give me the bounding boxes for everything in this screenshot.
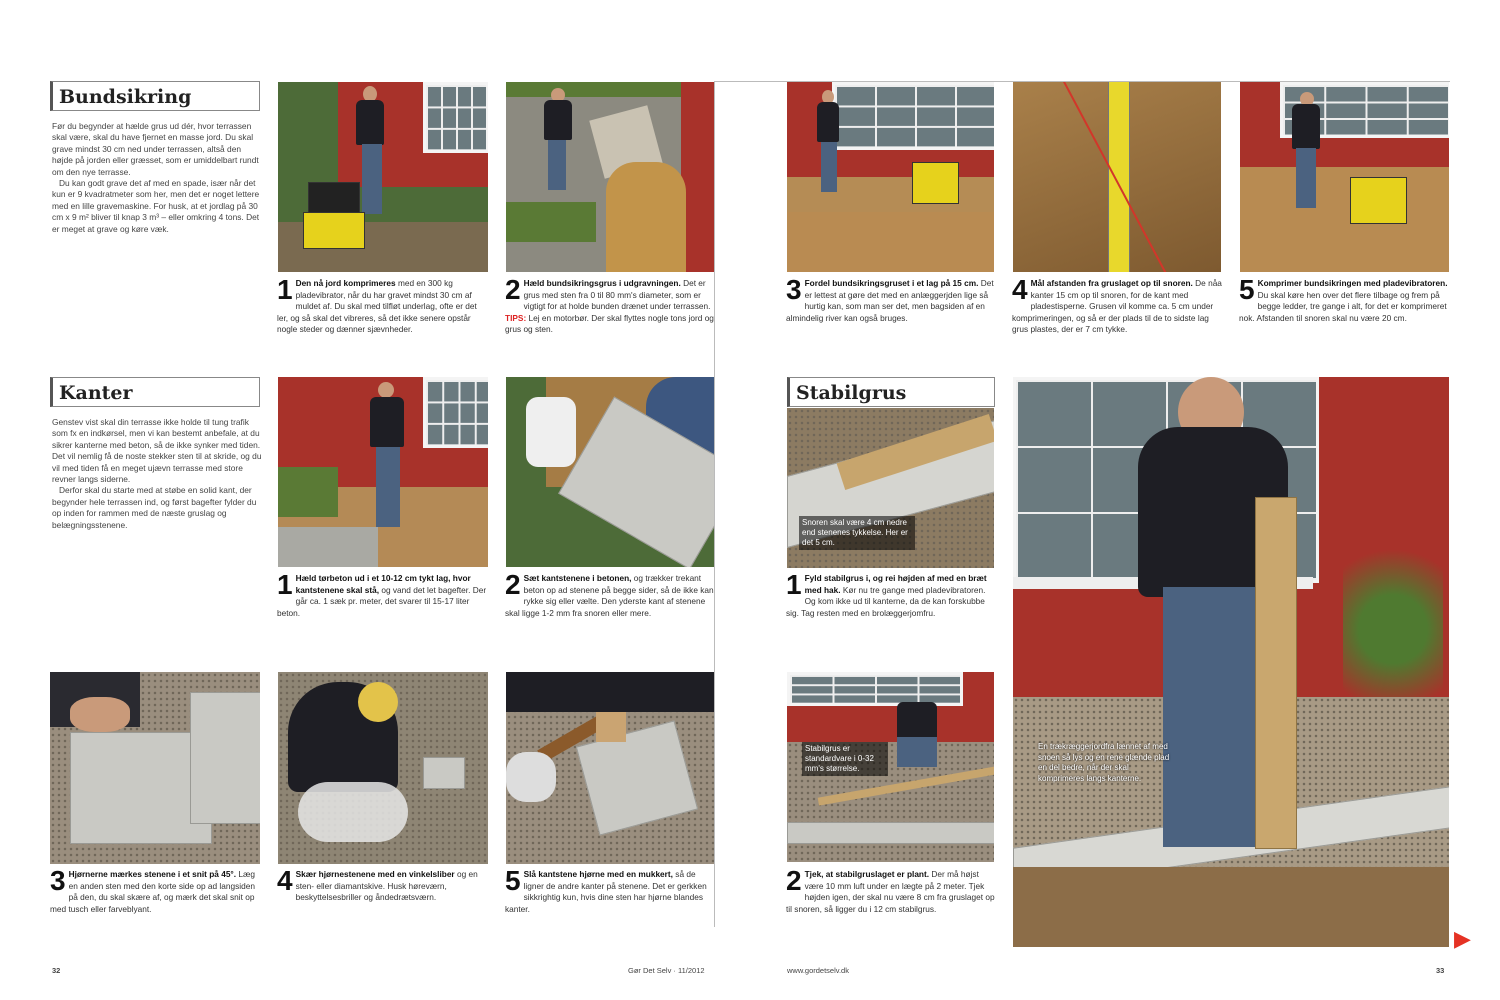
caption-bundsikring-step-2: 2 Hæld bundsikringsgrus i udgravningen. Det er grus med sten fra 0 til 80 mm's diameter, som er vigtigt for at holde bunden drænet under terrassen. TIPS: Lej en motorbør. Der skal flyttes nogle tons jord og grus og sten. bbox=[505, 274, 714, 335]
caption-kanter-step-4: 4 Skær hjørnestenene med en vinkelsliber og en sten- eller diamantskive. Husk høreværn, beskyttelsesbriller og åndedrætsværn. bbox=[277, 865, 478, 903]
caption-kanter-step-1: 1 Hæld tørbeton ud i et 10-12 cm tykt lag, hvor kantstenene skal stå, og vand det let bagefter. Der går ca. 1 sæk pr. meter, det svarer til 15-17 liter beton. bbox=[277, 569, 487, 618]
next-page-arrow-icon[interactable]: ▶ bbox=[1454, 926, 1471, 951]
bundsikring-heading: Bundsikring bbox=[50, 81, 260, 111]
photo-hand-tamper bbox=[1013, 377, 1449, 947]
photo-mallet-curbstone bbox=[506, 672, 714, 864]
photo-pour-dry-concrete bbox=[278, 377, 488, 567]
caption-kanter-step-5: 5 Slå kantstene hjørne med en mukkert, så de ligner de andre kanter på stenene. Det er gerkken sikkrightig kun, hvis dine sten har hjørne blandes kanter. bbox=[505, 865, 707, 914]
photo-set-curbstones bbox=[506, 377, 714, 567]
kanter-intro: Genstev vist skal din terrasse ikke holde til tung trafik som fx en indkørsel, men vi kan bestemt anbefale, at du sikrer kanterne med beton, så de ikke synker med tiden. Det vil nemlig få de noste stekker sten til at skride, og du vil med tiden få en meget ujævn terrasse med store revner langs siderne. Derfor skal du starte med at støbe en solid kant, der begynder hele terrassen ind, og først bagefter fylder du op inden for rammen med de næste gruslag og belægningsstenene. bbox=[52, 417, 262, 530]
right-footer-url: www.gordetselv.dk bbox=[787, 966, 849, 975]
photo-measuring-stick bbox=[1013, 82, 1221, 272]
bundsikring-intro: Før du begynder at hælde grus ud dér, hvor terrassen skal være, skal du have fjernet en masse jord. Du skal grave mindst 30 cm ned under terrassen, altså den højde på jorden eller græsset, som er umiddelbart rundt om den nye terrasse. Du kan godt grave det af med en spade, især når det kun er 9 kvadratmeter som her, men det er noget lettere med en lille gravemaskine. For husk, at et jordlag på 30 cm x 9 m² bliver til knap 3 m³ – eller omkring 4 tons. Det er meget at grave og køre væk. bbox=[52, 121, 260, 234]
photo-spread-gravel bbox=[787, 82, 994, 272]
photo-check-level bbox=[787, 672, 994, 862]
caption-bundsikring-step-4: 4 Mål afstanden fra gruslaget op til snoren. De nåa kanter 15 cm op til snoren, for de kant med pladestisperne. Grusen vil komme ca. 5 cm under komprimeringen, og så er der plads til de to sidste lag grus plastes, der er 7 cm tykke. bbox=[1012, 274, 1222, 335]
photo-mark-45-degree bbox=[50, 672, 260, 864]
caption-bundsikring-step-1: 1 Den nå jord komprimeres med en 300 kg pladevibrator, når du har gravet mindst 30 cm af muldet af. Du skal med tilfløt underlag, ofte er det ler, og så skal det vibreres, så det ikke senere opstår nogle steder og dænner sjævnheder. bbox=[277, 274, 477, 335]
left-page-number: 32 bbox=[52, 966, 61, 975]
photo-dumper-gravel bbox=[506, 82, 714, 272]
photo-angle-grinder bbox=[278, 672, 488, 864]
photo-compact-base bbox=[1240, 82, 1449, 272]
gutter-divider bbox=[714, 82, 715, 927]
left-footer-magazine: Gør Det Selv · 11/2012 bbox=[628, 966, 705, 975]
kanter-heading: Kanter bbox=[50, 377, 260, 407]
right-page-number: 33 bbox=[1436, 966, 1445, 975]
photo-level-board bbox=[787, 408, 994, 568]
caption-kanter-step-2: 2 Sæt kantstenene i betonen, og trækker trekant beton op ad stenene på begge sider, så de ikke kan rykke sig eller vælte. Den yderste kant af stenene skal ligge 1-2 mm fra snoren eller mere. bbox=[505, 569, 714, 618]
overlay-stabilgrus-standard: Stabilgrus er standardvare i 0-32 mm's størrelse. bbox=[802, 742, 888, 776]
caption-stabilgrus-step-1: 1 Fyld stabilgrus i, og rei højden af med en bræt med hak. Kør nu tre gange med pladevibratoren. Og kom ikke ud til kanterne, da de kan forskubbe sig. Tag resten med en brolæggerjomfru. bbox=[786, 569, 987, 618]
caption-kanter-step-3: 3 Hjørnerne mærkes stenene i et snit på 45°. Læg en anden sten med den korte side op ad langsiden på den, du skal skære af, og mærk det skal snit op med tusch eller farveblyant. bbox=[50, 865, 255, 914]
overlay-string-height: Snoren skal være 4 cm nedre end stenenes tykkelse. Her er det 5 cm. bbox=[799, 516, 915, 550]
caption-stabilgrus-step-2: 2 Tjek, at stabilgruslaget er plant. Der må højst være 10 mm luft under en lægte på 2 meter. Tjek højden igen, der skal nu være 8 cm fra gruslaget op til snoren, så ligger du i 12 cm stabilgrus. bbox=[786, 865, 995, 914]
photo-plate-compactor bbox=[278, 82, 488, 272]
overlay-tamper-note: En trækræggerjordfra lænnet af med snoen så lys og en rene glænde plad en del bedre, når der skal komprimeres langs kanterne. bbox=[1038, 742, 1170, 783]
stabilgrus-heading: Stabilgrus bbox=[787, 377, 995, 407]
caption-bundsikring-step-3: 3 Fordel bundsikringsgruset i et lag på 15 cm. Det er lettest at gøre det med en anlæggerjden lige så hurtig kan, som man ser det, men bagsiden af en almindelig river kan også bruges. bbox=[786, 274, 994, 323]
caption-bundsikring-step-5: 5 Komprimer bundsikringen med pladevibratoren. Du skal køre hen over det flere tilbage og frem på begge ledder, tre gange i alt, for det er komprimeret nok. Afstanden til snoren skal nu være 20 cm. bbox=[1239, 274, 1448, 323]
